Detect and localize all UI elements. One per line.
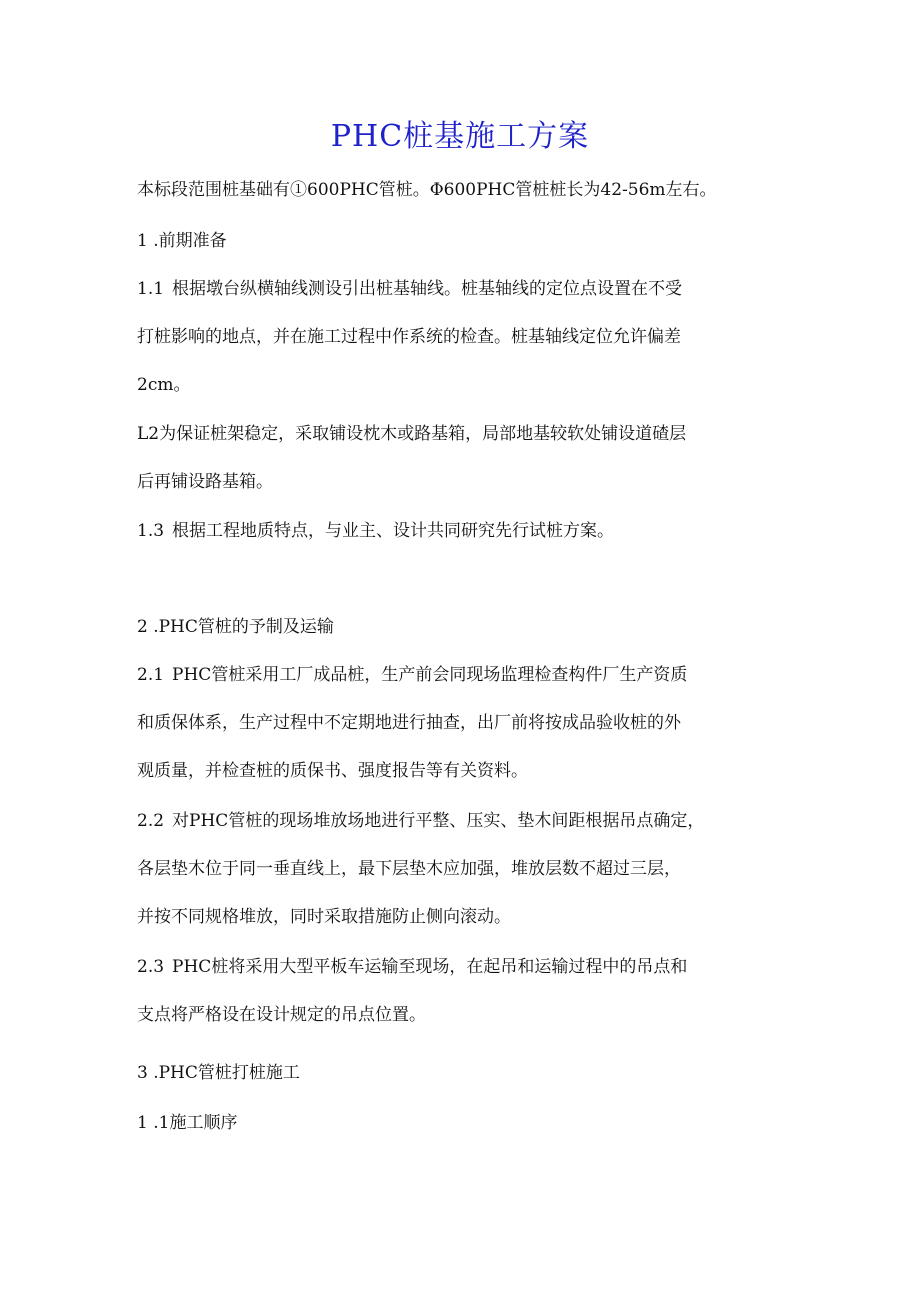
paragraph-2-3-line-2: 支点将严格设在设计规定的吊点位置。 xyxy=(137,1005,426,1025)
paragraph-text: 根据墩台纵横轴线测设引出桩基轴线。桩基轴线的定位点设置在不受 xyxy=(172,279,683,299)
section-3-1-heading: 1 .1施工顺序 xyxy=(137,1113,238,1133)
clause-number: 1.1 xyxy=(137,279,165,299)
paragraph-1-1-line-2: 打桩影响的地点，并在施工过程中作系统的检查。桩基轴线定位允许偏差 xyxy=(137,327,681,347)
paragraph-text: 对PHC管桩的现场堆放场地进行平整、压实、垫木间距根据吊点确定， xyxy=(172,811,705,831)
paragraph-2-1-line-1 xyxy=(137,662,807,688)
document-title: PHC桩基施工方案 xyxy=(330,119,590,154)
section-1-heading: 1 .前期准备 xyxy=(137,231,227,251)
clause-number: 2.2 xyxy=(137,811,165,831)
section-3-heading: 3 .PHC管桩打桩施工 xyxy=(137,1063,300,1083)
paragraph-1-1-line-1 xyxy=(137,276,807,302)
paragraph-2-2-line-1 xyxy=(137,808,807,834)
clause-number: 2.3 xyxy=(137,957,165,977)
paragraph-1-2-line-2: 后再铺设路基箱。 xyxy=(137,472,273,492)
paragraph-2-3-line-1 xyxy=(137,954,807,980)
paragraph-1-3-line-1 xyxy=(137,518,807,544)
paragraph-2-2-line-3: 并按不同规格堆放，同时采取措施防止侧向滚动。 xyxy=(137,907,511,927)
paragraph-2-1-line-3: 观质量，并检查桩的质保书、强度报告等有关资料。 xyxy=(137,761,528,781)
paragraph-2-1-line-2: 和质保体系，生产过程中不定期地进行抽查，出厂前将按成品验收桩的外 xyxy=(137,713,681,733)
clause-number: 2.1 xyxy=(137,665,165,685)
paragraph-text: PHC管桩采用工厂成品桩，生产前会同现场监理检查构件厂生产资质 xyxy=(172,665,688,685)
paragraph-1-1-line-3: 2cm。 xyxy=(137,375,191,395)
intro-paragraph: 本标段范围桩基础有①600PHC管桩。Φ600PHC管桩桩长为42-56m左右。 xyxy=(137,180,717,200)
paragraph-text: 根据工程地质特点，与业主、设计共同研究先行试桩方案。 xyxy=(172,521,615,541)
section-2-heading: 2 .PHC管桩的予制及运输 xyxy=(137,617,334,637)
clause-number: 1.3 xyxy=(137,521,165,541)
paragraph-text: PHC桩将采用大型平板车运输至现场，在起吊和运输过程中的吊点和 xyxy=(172,957,688,977)
paragraph-2-2-line-2: 各层垫木位于同一垂直线上，最下层垫木应加强，堆放层数不超过三层， xyxy=(137,859,681,879)
paragraph-1-2-line-1: L2为保证桩架稳定，采取铺设枕木或路基箱，局部地基较软处铺设道碴层 xyxy=(137,424,687,444)
